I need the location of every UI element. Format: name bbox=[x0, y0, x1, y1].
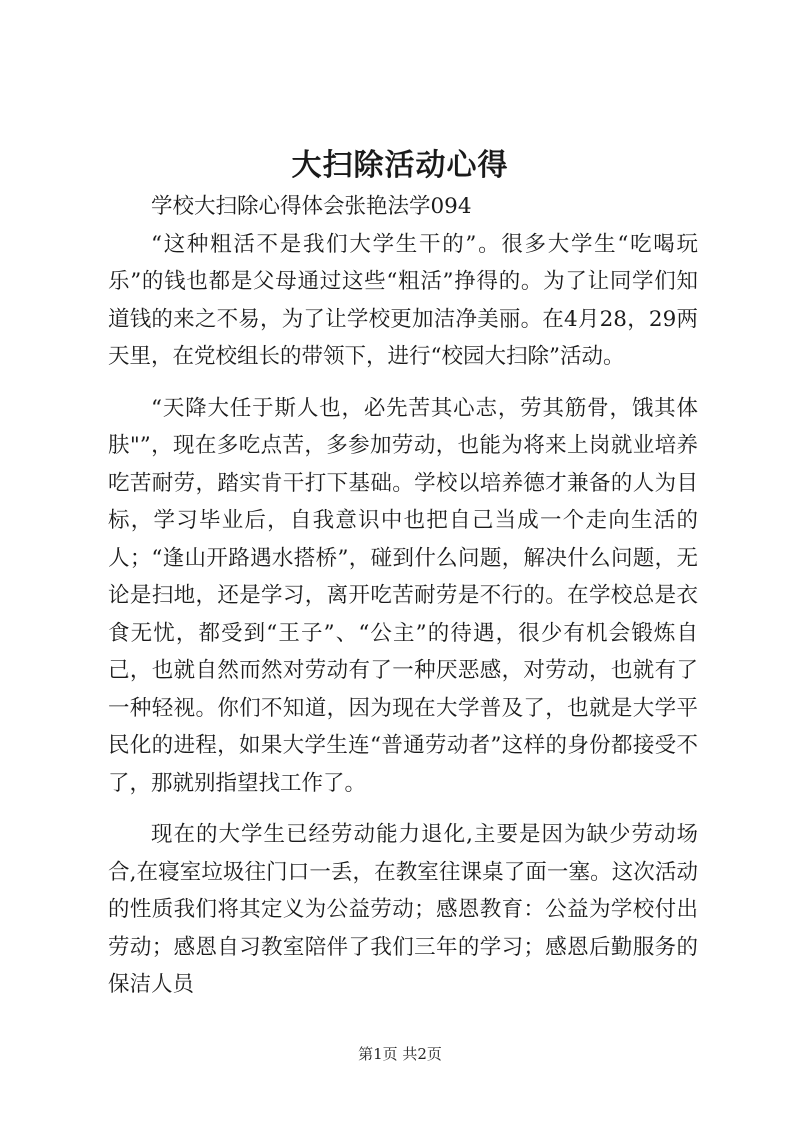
page-footer: 第1页 共2页 bbox=[358, 1045, 442, 1063]
document-subtitle: 学校大扫除心得体会张艳法学094 bbox=[151, 194, 472, 219]
document-title: 大扫除活动心得 bbox=[291, 148, 509, 183]
paragraph-1: “这种粗活不是我们大学生干的”。很多大学生“吃喝玩乐”的钱也都是父母通过这些“粗活”挣得的。为了让同学们知道钱的来之不易，为了让学校更加洁净美丽。在4月28，29两天里，在党校组长的带领下，进行“校园大扫除”活动。 bbox=[108, 231, 698, 369]
document-body bbox=[108, 188, 698, 1004]
paragraph-2: “天降大任于斯人也，必先苦其心志，劳其筋骨，饿其体肤"”，现在多吃点苦，多参加劳动，也能为将来上岗就业培养吃苦耐劳，踏实肯干打下基础。学校以培养德才兼备的人为目标，学习毕业后，自我意识中也把自己当成一个走向生活的人；“逢山开路遇水搭桥”，碰到什么问题，解决什么问题，无论是扫地，还是学习，离开吃苦耐劳是不行的。在学校总是衣食无忧，都受到“王子”、“公主”的待遇，很少有机会锻炼自己，也就自然而然对劳动有了一种厌恶感，对劳动，也就有了一种轻视。你们不知道，因为现在大学普及了，也就是大学平民化的进程，如果大学生连“普通劳动者”这样的身份都接受不了，那就别指望找工作了。 bbox=[108, 395, 698, 796]
paragraph-3: 现在的大学生已经劳动能力退化,主要是因为缺少劳动场合,在寝室垃圾往门口一丢，在教室往课桌了面一塞。这次活动的性质我们将其定义为公益劳动；感恩教育：公益为学校付出劳动；感恩自习教室陪伴了我们三年的学习；感恩后勤服务的保洁人员 bbox=[108, 822, 698, 997]
